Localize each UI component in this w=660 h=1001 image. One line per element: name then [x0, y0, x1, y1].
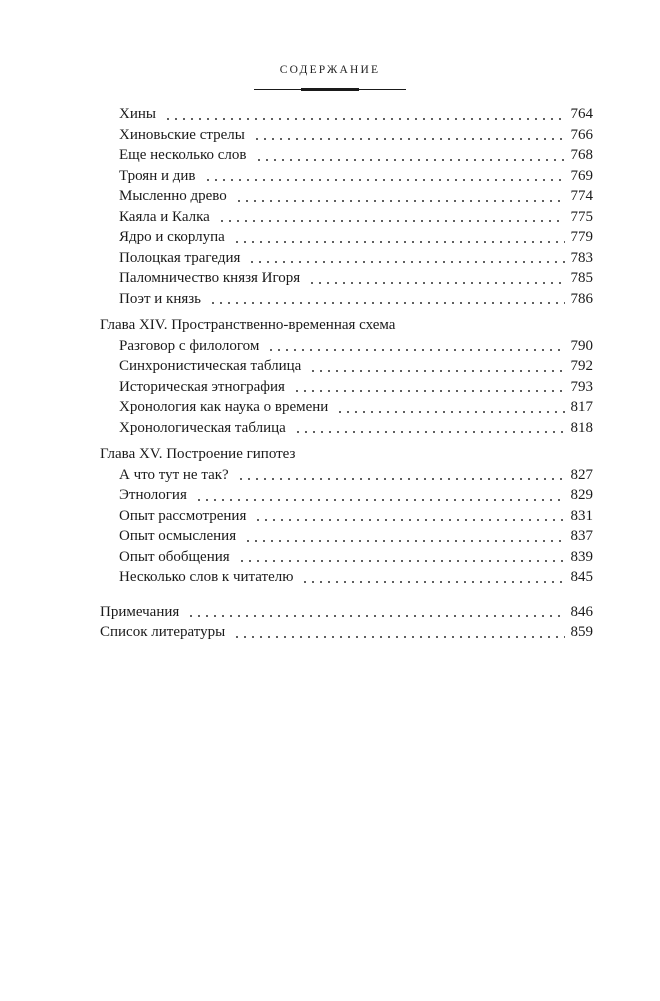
toc-entry-page: 829: [570, 487, 593, 503]
toc-entry[interactable]: [100, 125, 593, 146]
toc-entry-title: А что тут не так?: [119, 466, 229, 483]
toc-entry-notes[interactable]: [100, 602, 593, 623]
toc-entry-page: 766: [570, 126, 593, 143]
leader-dots: [195, 498, 565, 502]
toc-entry[interactable]: [100, 465, 593, 486]
leader-dots: [209, 301, 565, 305]
table-of-contents: [100, 104, 593, 643]
toc-entry-title: Полоцкая трагедия: [119, 249, 241, 266]
toc-entry-title: Каяла и Калка: [119, 208, 210, 225]
toc-entry[interactable]: [100, 547, 593, 568]
toc-entry-page: 818: [570, 419, 593, 436]
leader-dots: [255, 158, 566, 162]
toc-entry[interactable]: [100, 506, 593, 527]
page-title: СОДЕРЖАНИЕ: [279, 64, 381, 76]
toc-entry[interactable]: [100, 207, 593, 228]
toc-entry-page: 779: [570, 229, 593, 245]
toc-entry-title: Хронология как наука о времени: [119, 399, 329, 415]
toc-entry-page: 792: [570, 358, 593, 374]
toc-entry[interactable]: [100, 418, 593, 439]
toc-chapter-heading[interactable]: Глава XV. Построение гипотез: [100, 446, 296, 462]
toc-entry-title: Еще несколько слов: [119, 147, 247, 163]
toc-entry-page: 783: [570, 249, 593, 266]
toc-entry-page: 768: [570, 147, 593, 163]
toc-entry-page: 846: [570, 603, 593, 620]
toc-entry-page: 793: [570, 378, 593, 395]
toc-entry-page: 769: [570, 167, 593, 184]
leader-dots: [244, 539, 565, 543]
toc-entry-page: 785: [570, 270, 593, 286]
toc-entry-page: 775: [570, 208, 593, 225]
toc-chapter-heading[interactable]: Глава XIV. Пространственно-временная схема: [100, 317, 396, 333]
toc-entry-title: Хиновьские стрелы: [119, 126, 245, 143]
leader-dots: [254, 518, 565, 522]
toc-entry[interactable]: [100, 145, 593, 166]
toc-entry-title: Опыт осмысления: [119, 528, 237, 544]
toc-entry-title: Примечания: [100, 603, 180, 620]
toc-entry-page: 859: [570, 624, 593, 640]
toc-entry[interactable]: [100, 186, 593, 207]
leader-dots: [301, 580, 565, 584]
leader-dots: [218, 219, 565, 223]
toc-entry-title: Хронологическая таблица: [119, 419, 286, 436]
toc-entry-title: Хины: [119, 106, 156, 122]
leader-dots: [164, 117, 565, 121]
toc-entry-page: 817: [570, 399, 593, 415]
leader-dots: [204, 178, 565, 182]
leader-dots: [336, 410, 565, 414]
toc-entry-page: 837: [570, 528, 593, 544]
leader-dots: [187, 614, 565, 618]
toc-entry[interactable]: [100, 567, 593, 588]
toc-entry-page: 827: [570, 466, 593, 483]
leader-dots: [237, 477, 565, 481]
toc-entry[interactable]: [100, 104, 593, 125]
leader-dots: [235, 199, 565, 203]
toc-entry-bibliography[interactable]: [100, 622, 593, 643]
toc-entry[interactable]: [100, 248, 593, 269]
toc-entry-title: Опыт рассмотрения: [119, 507, 247, 524]
toc-entry-title: Троян и див: [119, 167, 196, 184]
toc-entry-page: 845: [570, 569, 593, 585]
leader-dots: [293, 389, 565, 393]
toc-entry[interactable]: [100, 485, 593, 506]
toc-entry-title: Поэт и князь: [119, 290, 202, 307]
running-header: [0, 64, 660, 76]
toc-entry-title: Разговор с филологом: [119, 337, 260, 354]
toc-entry-title: Синхронистическая таблица: [119, 358, 302, 374]
toc-entry-page: 839: [570, 548, 593, 565]
toc-entry-title: Ядро и скорлупа: [119, 229, 225, 245]
toc-entry-title: Несколько слов к читателю: [119, 569, 294, 585]
toc-entry-page: 774: [570, 188, 593, 204]
toc-entry-page: 764: [570, 106, 593, 122]
toc-entry-title: Опыт обобщения: [119, 548, 230, 565]
toc-entry-title: Историческая этнография: [119, 378, 285, 395]
leader-dots: [267, 348, 565, 352]
toc-entry[interactable]: [100, 227, 593, 248]
toc-entry-title: Паломничество князя Игоря: [119, 270, 301, 286]
toc-entry-page: 790: [570, 337, 593, 354]
toc-entry-title: Этнология: [119, 487, 187, 503]
leader-dots: [233, 635, 565, 639]
toc-entry[interactable]: [100, 336, 593, 357]
leader-dots: [308, 281, 565, 285]
leader-dots: [294, 430, 565, 434]
leader-dots: [248, 260, 565, 264]
toc-entry-page: 831: [570, 507, 593, 524]
toc-entry[interactable]: [100, 166, 593, 187]
toc-entry-title: Список литературы: [100, 624, 226, 640]
leader-dots: [309, 369, 565, 373]
leader-dots: [253, 137, 565, 141]
toc-entry[interactable]: [100, 268, 593, 289]
toc-entry-title: Мысленно древо: [119, 188, 227, 204]
toc-entry[interactable]: [100, 356, 593, 377]
header-rule-accent: [301, 88, 359, 91]
toc-entry[interactable]: [100, 526, 593, 547]
leader-dots: [233, 240, 565, 244]
toc-entry-page: 786: [570, 290, 593, 307]
toc-entry[interactable]: [100, 377, 593, 398]
toc-entry[interactable]: [100, 289, 593, 310]
leader-dots: [238, 559, 565, 563]
toc-entry[interactable]: [100, 397, 593, 418]
